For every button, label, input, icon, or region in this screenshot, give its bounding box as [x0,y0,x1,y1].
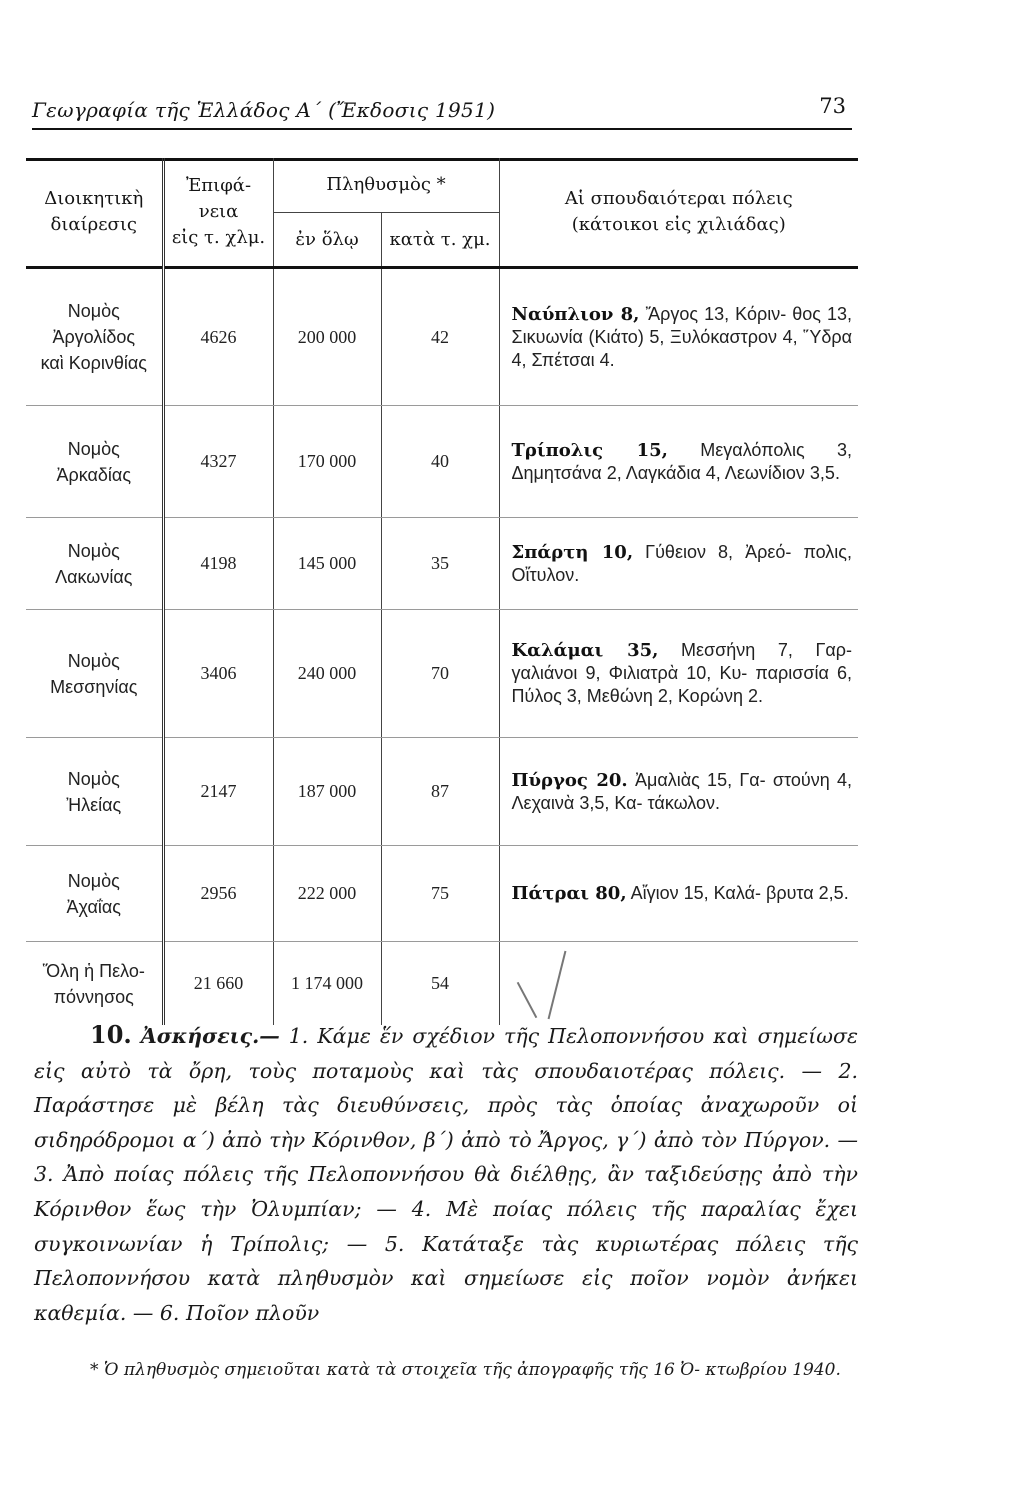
other-cities: Ἀμαλιὰς 15, Γα- στούνη 4, Λεχαινὰ 3,5, Κα- τάκωλον. [511,769,853,813]
table-row [26,406,858,518]
footnote-text: * Ὁ πληθυσμὸς σημειοῦται κατὰ τὰ στοιχεῖα τῆς ἀπογραφῆς τῆς 16 Ὀ- κτωβρίου 1940. [90,1360,841,1380]
peloponnese-prefectures-table [26,158,858,1025]
main-city: Τρίπολις 15, [511,439,668,461]
area-value: 2147 [163,738,273,846]
population-value: 187 000 [273,738,381,846]
table-row [26,518,858,610]
other-cities: Μεσσήνη 7, Γαρ- γαλιάνοι 9, Φιλιατρὰ 10, Κυ- παρισσία 6, Πύλος 3, Μεθώνη 2, Κορώνη 2. [511,640,853,706]
density-value: 87 [381,738,499,846]
other-cities: Γύθειον 8, Ἀρεό- πολις, Οἴτυλον. [511,541,852,585]
population-value: 240 000 [273,610,381,738]
area-value: 3406 [163,610,273,738]
main-city: Ναύπλιον 8, [511,303,640,325]
cities-list [499,846,858,942]
prefecture-name: Νομὸς Ἀρκαδίας [26,406,163,518]
prefecture-name: Νομὸς Λακωνίας [26,518,163,610]
exercises-section [34,1018,858,1330]
main-city: Καλάμαι 35, [511,640,659,661]
header-population: Πληθυσμὸς * [273,158,499,213]
total-area: 21 660 [163,942,273,1026]
density-value: 75 [381,846,499,942]
other-cities: Ἄργος 13, Κόριν- θος 13, Σικυωνία (Κιάτο) 5, Ξυλόκαστρον 4, Ὕδρα 4, Σπέτσαι 4. [511,303,853,370]
table-row [26,738,858,846]
section-number: 10. [90,1020,132,1049]
cities-list [499,406,858,518]
total-label: Ὅλη ἡ Πελο- πόννησος [26,942,163,1026]
density-value: 40 [381,406,499,518]
page-number: 73 [819,94,846,118]
table-header-row [26,158,858,213]
cities-list [499,518,858,610]
population-value: 145 000 [273,518,381,610]
density-value: 42 [381,268,499,406]
population-value: 170 000 [273,406,381,518]
area-value: 4198 [163,518,273,610]
table-row [26,610,858,738]
header-area: Ἐπιφά- νεια εἰς τ. χλμ. [163,158,273,268]
prefecture-name: Νομὸς Ἀχαΐας [26,846,163,942]
section-title: Ἀσκήσεις.— [140,1024,280,1048]
footnote [34,1354,858,1386]
other-cities: Μεγαλόπολις 3, Δημητσάνα 2, Λαγκάδια 4, Λεωνίδιον 3,5. [511,439,852,483]
area-value: 2956 [163,846,273,942]
table-row [26,268,858,406]
density-value: 70 [381,610,499,738]
cities-list [499,268,858,406]
main-city: Πύργος 20. [511,769,628,791]
header-admin-division: Διοικητικὴ διαίρεσις [26,158,163,268]
main-city: Σπάρτη 10, [511,541,634,563]
header-population-total: ἐν ὅλῳ [273,213,381,268]
prefecture-name: Νομὸς Μεσσηνίας [26,610,163,738]
other-cities: Αἴγιον 15, Καλά- βρυτα 2,5. [630,883,849,903]
main-city: Πάτραι 80, [511,883,627,904]
prefecture-name: Νομὸς Ἠλείας [26,738,163,846]
population-value: 200 000 [273,268,381,406]
exercises-text: 1. Κάμε ἕν σχέδιον τῆς Πελοποννήσου καὶ σημείωσε εἰς αὐτὸ τὰ ὄρη, τοὺς ποταμοὺς καὶ τὰς σπουδαιοτέρας πόλεις. — 2. Παράστησε μὲ βέλη τὰς διευθύνσεις, πρὸς τὰς ὁποίας ἀναχωροῦν οἱ σιδηρόδρομοι α΄) ἀπὸ τὴν Κόρινθον, β΄) ἀπὸ τὸ Ἄργος, γ΄) ἀπὸ τὸν Πύργον. — 3. Ἀπὸ ποίας πόλεις τῆς Πελοποννήσου θὰ διέλθῃς, ἂν ταξιδεύσῃς ἀπὸ τὴν Κόρινθον ἕως τὴν Ὀλυμπίαν; — 4. Μὲ ποίας πόλεις τῆς παραλίας ἔχει συγκοινωνίαν ἡ Τρίπολις; — 5. Κατάταξε τὰς κυριωτέρας πόλεις τῆς Πελοποννήσου κατὰ πληθυσμὸν καὶ σημείωσε εἰς ποῖον νομὸν ἀνήκει καθεμία. — 6. Ποῖον πλοῦν [34,1024,858,1325]
population-value: 222 000 [273,846,381,942]
density-value: 35 [381,518,499,610]
header-cities: Αἱ σπουδαιότεραι πόλεις (κάτοικοι εἰς χιλιάδας) [499,158,858,268]
running-title: Γεωγραφία τῆς Ἑλλάδος Α΄ (Ἔκδοσις 1951) [32,98,496,122]
handwritten-checkmark [499,942,858,1026]
total-row [26,942,858,1026]
total-population: 1 174 000 [273,942,381,1026]
running-header [32,94,852,130]
total-density: 54 [381,942,499,1026]
table-row [26,846,858,942]
area-value: 4327 [163,406,273,518]
area-value: 4626 [163,268,273,406]
cities-list [499,610,858,738]
prefecture-name: Νομὸς Ἀργολίδος καὶ Κορινθίας [26,268,163,406]
cities-list [499,738,858,846]
header-population-density: κατὰ τ. χμ. [381,213,499,268]
